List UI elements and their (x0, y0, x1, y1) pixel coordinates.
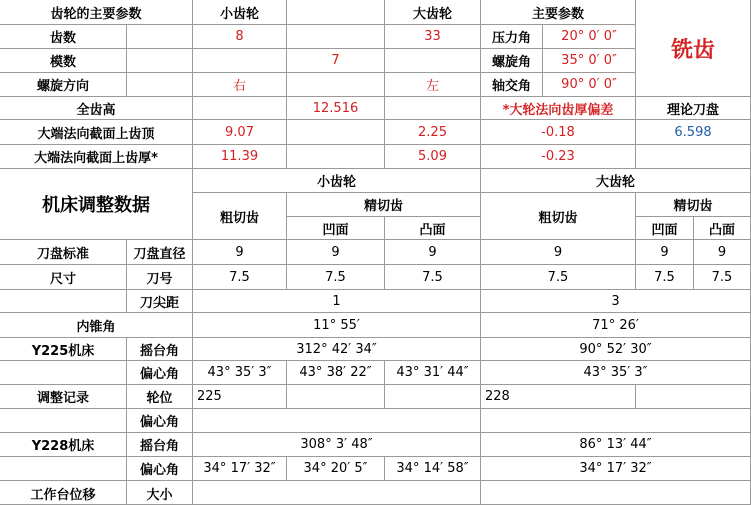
cell-helix-large[interactable]: 左 (385, 73, 481, 97)
cell-y228-label[interactable]: Y228机床 (0, 433, 127, 457)
cell-num-label[interactable]: 刀号 (127, 265, 193, 290)
cell-pressure-label[interactable]: 压力角 (481, 25, 543, 49)
cell-cone-small[interactable]: 11° 55′ (193, 313, 481, 338)
cell-empty[interactable] (287, 120, 385, 145)
cell-empty[interactable] (127, 49, 193, 73)
cell-empty[interactable] (636, 385, 751, 409)
cell-addendum-label[interactable]: 大端法向截面上齿顶 (0, 120, 193, 145)
cell-spiral-label[interactable]: 螺旋角 (481, 49, 543, 73)
cell-concave-small[interactable]: 凹面 (287, 217, 385, 240)
cell-empty[interactable] (287, 73, 385, 97)
cell-empty[interactable] (193, 481, 481, 505)
cell-rough-small[interactable]: 粗切齿 (193, 193, 287, 240)
cell-tip-label[interactable]: 刀尖距 (127, 290, 193, 313)
cell-empty[interactable] (385, 385, 481, 409)
cell-rough-large[interactable]: 粗切齿 (481, 193, 636, 240)
cell-machine-small-gear[interactable]: 小齿轮 (193, 169, 481, 193)
cell-empty[interactable] (481, 481, 751, 505)
cell-deviation-1[interactable]: -0.18 (481, 120, 636, 145)
cell-finish-large[interactable]: 精切齿 (636, 193, 751, 217)
cell-empty[interactable] (0, 409, 127, 433)
cell-cutter-label[interactable]: 理论刀盘 (636, 97, 751, 120)
cell-deviation-label[interactable]: *大轮法向齿厚偏差 (481, 97, 636, 120)
cell-y225-ecc[interactable]: 43° 35′ 3″ (193, 361, 287, 385)
cell-thickness-small[interactable]: 11.39 (193, 145, 287, 169)
cell-empty[interactable] (0, 457, 127, 481)
cell-helix-label[interactable]: 螺旋方向 (0, 73, 127, 97)
cell-record-label[interactable]: 调整记录 (0, 385, 127, 409)
cell-module-value[interactable]: 7 (287, 49, 385, 73)
cell-tip-small[interactable]: 1 (193, 290, 481, 313)
cell-depth-label[interactable]: 全齿高 (0, 97, 193, 120)
cell-teeth-label[interactable]: 齿数 (0, 25, 127, 49)
cell-cone-label[interactable]: 内锥角 (0, 313, 193, 338)
cell-dia-value[interactable]: 9 (385, 240, 481, 265)
cell-y228-ecc[interactable]: 34° 14′ 58″ (385, 457, 481, 481)
cell-large-gear-header[interactable]: 大齿轮 (385, 0, 481, 25)
cell-pos-large[interactable]: 228 (481, 385, 636, 409)
cell-machine-title[interactable]: 机床调整数据 (0, 169, 193, 240)
cell-machine-large-gear[interactable]: 大齿轮 (481, 169, 751, 193)
cell-tip-large[interactable]: 3 (481, 290, 751, 313)
cell-params-header[interactable]: 齿轮的主要参数 (0, 0, 193, 25)
cell-spiral-value[interactable]: 35° 0′ 0″ (543, 49, 636, 73)
cell-helix-small[interactable]: 右 (193, 73, 287, 97)
cell-y225-ecc[interactable]: 43° 31′ 44″ (385, 361, 481, 385)
cell-dia-value[interactable]: 9 (287, 240, 385, 265)
cell-thickness-label[interactable]: 大端法向截面上齿厚* (0, 145, 193, 169)
cell-y228-ecc-large[interactable]: 34° 17′ 32″ (481, 457, 751, 481)
cell-empty[interactable] (0, 290, 127, 313)
cell-last-sub[interactable]: 大小 (127, 481, 193, 505)
cell-dia-label[interactable]: 刀盘直径 (127, 240, 193, 265)
cell-empty[interactable] (481, 409, 751, 433)
cell-module-label[interactable]: 模数 (0, 49, 127, 73)
cell-ecc2-label[interactable]: 偏心角 (127, 409, 193, 433)
cell-teeth-small[interactable]: 8 (193, 25, 287, 49)
cell-dia-value[interactable]: 9 (481, 240, 636, 265)
cell-empty[interactable] (0, 361, 127, 385)
cell-addendum-large[interactable]: 2.25 (385, 120, 481, 145)
cell-convex-large[interactable]: 凸面 (694, 217, 751, 240)
cell-last-label[interactable]: 工作台位移 (0, 481, 127, 505)
cell-concave-large[interactable]: 凹面 (636, 217, 694, 240)
cell-empty[interactable] (287, 0, 385, 25)
cell-milling-title[interactable]: 铣齿 (636, 0, 751, 97)
cell-deviation-2[interactable]: -0.23 (481, 145, 636, 169)
cell-dia-value[interactable]: 9 (694, 240, 751, 265)
cell-empty[interactable] (636, 145, 751, 169)
cell-num-value[interactable]: 7.5 (287, 265, 385, 290)
cell-dia-value[interactable]: 9 (193, 240, 287, 265)
cell-cradle-label[interactable]: 摇台角 (127, 338, 193, 361)
cell-empty[interactable] (385, 49, 481, 73)
cell-depth-value[interactable]: 12.516 (287, 97, 385, 120)
cell-teeth-large[interactable]: 33 (385, 25, 481, 49)
cell-ecc-label[interactable]: 偏心角 (127, 361, 193, 385)
cell-y228-cradle-label[interactable]: 摇台角 (127, 433, 193, 457)
cell-small-gear-header[interactable]: 小齿轮 (193, 0, 287, 25)
cell-pos-label[interactable]: 轮位 (127, 385, 193, 409)
cell-empty[interactable] (193, 49, 287, 73)
cell-main-params-header[interactable]: 主要参数 (481, 0, 636, 25)
cell-thickness-large[interactable]: 5.09 (385, 145, 481, 169)
cell-finish-small[interactable]: 精切齿 (287, 193, 481, 217)
cell-num-value[interactable]: 7.5 (636, 265, 694, 290)
cell-shaft-label[interactable]: 轴交角 (481, 73, 543, 97)
cell-y225-cradle-large[interactable]: 90° 52′ 30″ (481, 338, 751, 361)
cell-convex-small[interactable]: 凸面 (385, 217, 481, 240)
cell-cutter-value[interactable]: 6.598 (636, 120, 751, 145)
cell-y225-label[interactable]: Y225机床 (0, 338, 127, 361)
cell-empty[interactable] (193, 97, 287, 120)
cell-empty[interactable] (127, 25, 193, 49)
cell-std-label[interactable]: 刀盘标准 (0, 240, 127, 265)
cell-empty[interactable] (385, 97, 481, 120)
cell-shaft-value[interactable]: 90° 0′ 0″ (543, 73, 636, 97)
cell-dia-value[interactable]: 9 (636, 240, 694, 265)
cell-y228-ecc[interactable]: 34° 17′ 32″ (193, 457, 287, 481)
cell-num-value[interactable]: 7.5 (694, 265, 751, 290)
cell-empty[interactable] (287, 25, 385, 49)
cell-size-label[interactable]: 尺寸 (0, 265, 127, 290)
cell-y228-ecc[interactable]: 34° 20′ 5″ (287, 457, 385, 481)
cell-num-value[interactable]: 7.5 (193, 265, 287, 290)
cell-y228-cradle-small[interactable]: 308° 3′ 48″ (193, 433, 481, 457)
cell-cone-large[interactable]: 71° 26′ (481, 313, 751, 338)
cell-num-value[interactable]: 7.5 (481, 265, 636, 290)
cell-y228-ecc-label[interactable]: 偏心角 (127, 457, 193, 481)
cell-pressure-value[interactable]: 20° 0′ 0″ (543, 25, 636, 49)
cell-y225-cradle-small[interactable]: 312° 42′ 34″ (193, 338, 481, 361)
cell-y225-ecc[interactable]: 43° 38′ 22″ (287, 361, 385, 385)
cell-num-value[interactable]: 7.5 (385, 265, 481, 290)
cell-empty[interactable] (193, 409, 481, 433)
cell-empty[interactable] (127, 73, 193, 97)
cell-pos-small[interactable]: 225 (193, 385, 287, 409)
cell-y225-ecc-large[interactable]: 43° 35′ 3″ (481, 361, 751, 385)
cell-empty[interactable] (287, 385, 385, 409)
cell-empty[interactable] (287, 145, 385, 169)
cell-addendum-small[interactable]: 9.07 (193, 120, 287, 145)
cell-y228-cradle-large[interactable]: 86° 13′ 44″ (481, 433, 751, 457)
